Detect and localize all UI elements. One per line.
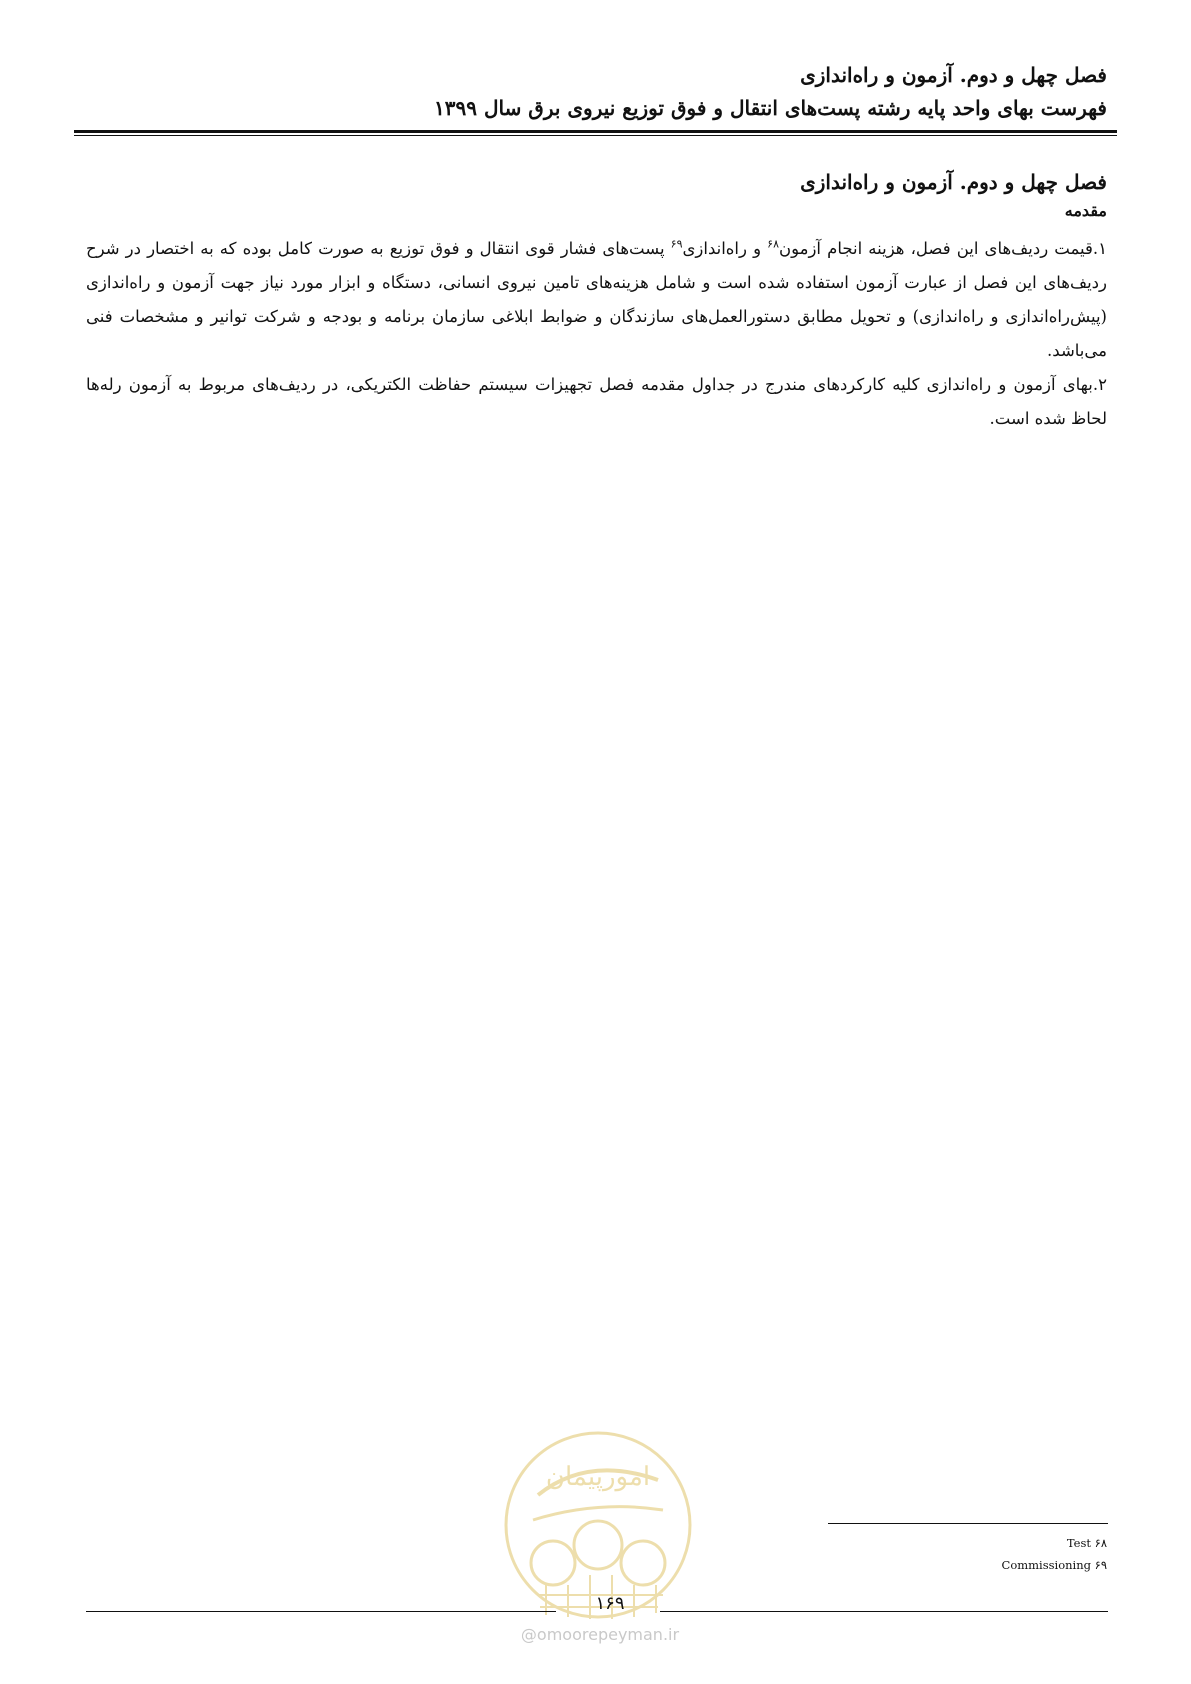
footer-rule-right — [660, 1611, 1108, 1612]
footer-rule-left — [86, 1611, 556, 1612]
paragraph-2: ۲.بهای آزمون و راه‌اندازی کلیه کارکردهای مندرج در جداول مقدمه فصل تجهیزات سیستم حفاظت الکتریکی، در ردیف‌های مربوط به آزمون رله‌ها لحاظ شده است. — [86, 375, 1107, 428]
paragraph-1-text-b: و راه‌اندازی — [682, 239, 768, 258]
section-subtitle: مقدمه — [1064, 201, 1107, 220]
paragraph-1-text-a: ۱.قیمت ردیف‌های این فصل، هزینه انجام آزمون — [778, 239, 1107, 258]
footnote-separator — [828, 1523, 1108, 1524]
footnote-number: ۶۹ — [1094, 1558, 1107, 1572]
watermark-text: امورپیمان — [545, 1462, 651, 1492]
header-rule-thin — [74, 135, 1117, 136]
footnote-number: ۶۸ — [1094, 1536, 1107, 1550]
footnote-text: Commissioning — [1001, 1558, 1091, 1572]
paragraph-1 — [86, 232, 1107, 368]
footnote-68 — [867, 1532, 1107, 1554]
footnote-ref-68[interactable]: ۶۸ — [767, 237, 779, 251]
header-document-title: فهرست بهای واحد پایه رشته پست‌های انتقال و فوق توزیع نیروی برق سال ۱۳۹۹ — [434, 96, 1107, 120]
header-chapter-title: فصل چهل و دوم. آزمون و راه‌اندازی — [800, 63, 1107, 87]
paragraph-1-text-c: پست‌های فشار قوی انتقال و فوق توزیع به صورت کامل بوده که به اختصار در شرح ردیف‌های این فصل از عبارت آزمون استفاده شده است و شامل هزینه‌های تامین نیروی انسانی، دستگاه و ابزار مورد نیاز جهت آزمون و راه‌اندازی (پیش‌راه‌اندازی و راه‌اندازی) و تحویل مطابق دستورالعمل‌های سازندگان و ضوابط ابلاغی سازمان برنامه و بودجه و شرکت توانیر و مشخصات فنی می‌باشد. — [86, 239, 1107, 360]
section-title: فصل چهل و دوم. آزمون و راه‌اندازی — [800, 170, 1107, 194]
footnote-69 — [867, 1554, 1107, 1576]
footnotes — [867, 1532, 1107, 1576]
watermark-url: @omoorepeyman.ir — [520, 1625, 680, 1644]
page-body — [86, 166, 1107, 436]
page-number: ۱۶۹ — [595, 1593, 625, 1614]
page-header — [86, 58, 1107, 124]
footnote-text: Test — [1066, 1536, 1091, 1550]
header-rule-thick — [74, 130, 1117, 133]
footnote-ref-69[interactable]: ۶۹ — [670, 237, 683, 251]
